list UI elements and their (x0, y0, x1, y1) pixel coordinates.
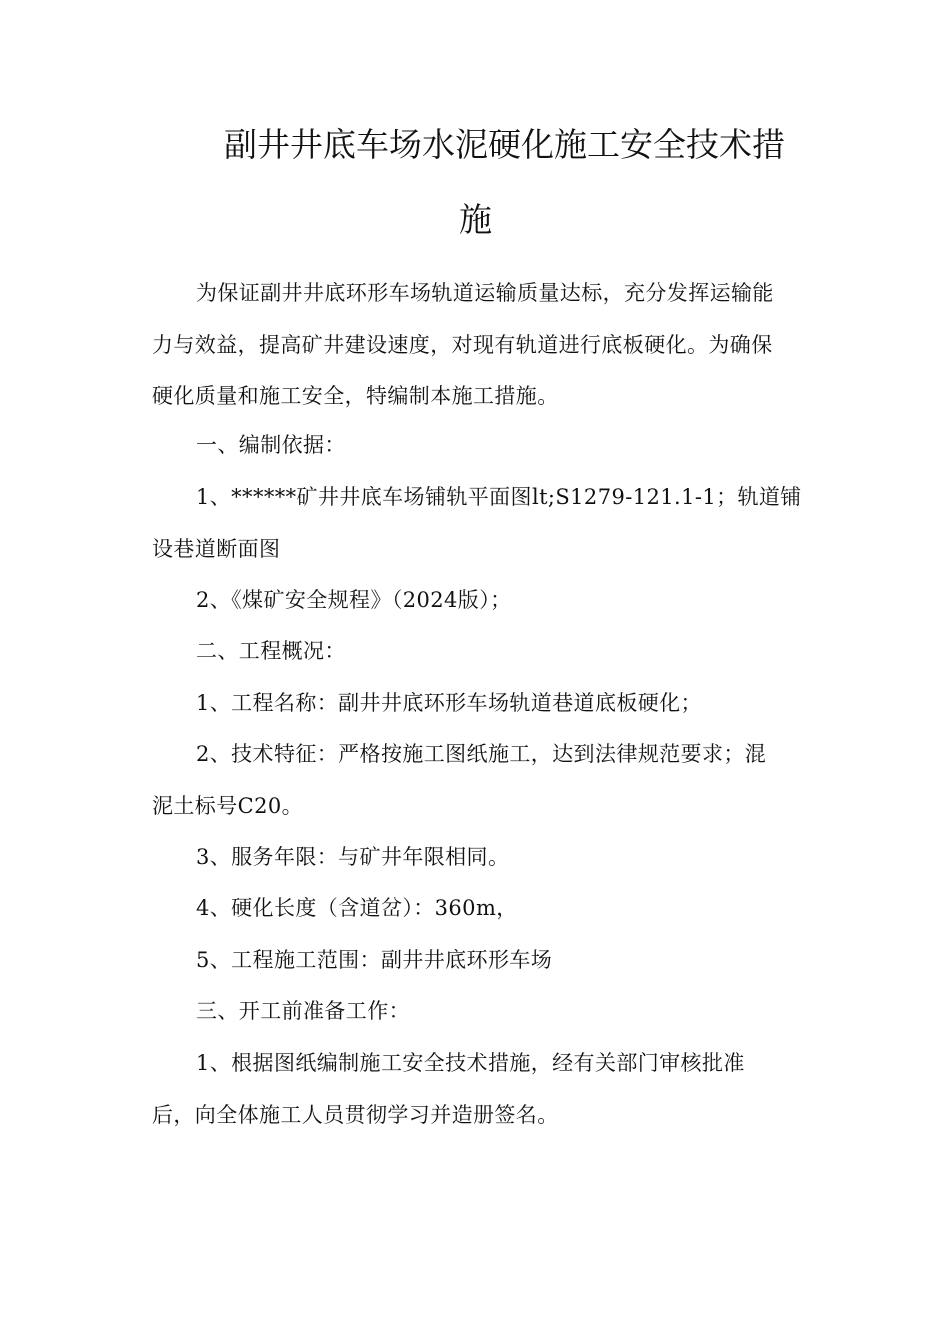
paragraph-line: 5、工程施工范围：副井井底环形车场 (196, 948, 553, 972)
paragraph-line: 3、服务年限：与矿井年限相同。 (196, 845, 510, 869)
paragraph-line: 4、硬化长度（含道岔）：360m， (196, 896, 518, 920)
document-title-line-1: 副井井底车场水泥硬化施工安全技术措 (224, 125, 785, 164)
paragraph-line: 硬化质量和施工安全，特编制本施工措施。 (152, 384, 559, 408)
paragraph-line: 为保证副井井底环形车场轨道运输质量达标，充分发挥运输能 (196, 281, 774, 305)
overview-item-5 (152, 935, 800, 987)
section-heading-basis (152, 420, 800, 472)
document-title-line-2: 施 (459, 200, 492, 239)
basis-item-2 (152, 575, 800, 627)
paragraph-line: 设巷道断面图 (152, 536, 281, 561)
paragraph-line: 力与效益，提高矿井建设速度，对现有轨道进行底板硬化。为确保 (152, 332, 773, 357)
overview-item-2 (152, 729, 800, 832)
paragraph-line: 二、工程概况： (196, 639, 346, 663)
paragraph-line: 1、根据图纸编制施工安全技术措施，经有关部门审核批准 (196, 1051, 745, 1075)
overview-item-4 (152, 883, 800, 935)
overview-item-3 (152, 832, 800, 884)
paragraph-line: 泥土标号C20。 (152, 793, 303, 818)
overview-item-1 (152, 678, 800, 730)
paragraph-line: 1、******矿井井底车场铺轨平面图lt;S1279-121.1-1；轨道铺 (196, 485, 802, 509)
basis-item-1 (152, 472, 800, 575)
intro-paragraph (152, 268, 800, 423)
paragraph-line: 三、开工前准备工作： (196, 999, 410, 1023)
paragraph-line: 2、技术特征：严格按施工图纸施工，达到法律规范要求；混 (196, 742, 767, 766)
paragraph-line: 1、工程名称：副井井底环形车场轨道巷道底板硬化； (196, 691, 702, 715)
paragraph-line: 后，向全体施工人员贯彻学习并造册签名。 (152, 1102, 559, 1127)
paragraph-line: 一、编制依据： (196, 433, 346, 457)
paragraph-line: 2、《煤矿安全规程》（2024版）； (196, 588, 512, 612)
section-heading-preparation (152, 986, 800, 1038)
section-heading-overview (152, 626, 800, 678)
preparation-item-1 (152, 1038, 800, 1141)
